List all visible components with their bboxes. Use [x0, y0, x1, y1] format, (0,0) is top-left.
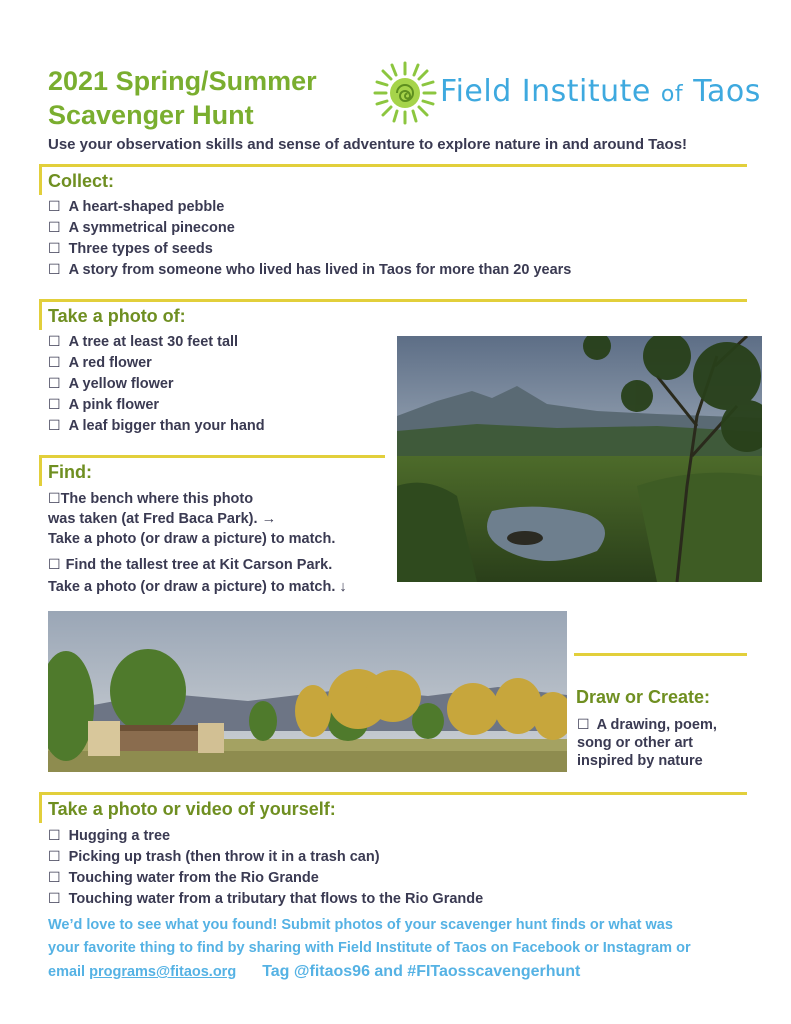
yourself-heading: Take a photo or video of yourself:	[48, 799, 336, 819]
checkbox-icon[interactable]: ☐	[48, 849, 61, 865]
logo-text-of: of	[660, 82, 684, 107]
checkbox-icon[interactable]: ☐	[48, 376, 61, 392]
checkbox-icon[interactable]: ☐	[577, 717, 590, 733]
logo-text-a: Field Institute	[440, 74, 651, 109]
draw-item[interactable]: ☐ A drawing, poem, song or other art inspired by nature	[577, 717, 717, 769]
collect-divider	[39, 164, 747, 167]
checkbox-icon[interactable]: ☐	[48, 262, 61, 278]
collect-heading: Collect:	[48, 171, 115, 191]
checkbox-icon[interactable]: ☐	[48, 491, 61, 507]
checkbox-icon[interactable]: ☐	[48, 557, 61, 573]
title-line-2: Scavenger Hunt	[48, 100, 254, 130]
email-link[interactable]: programs@fitaos.org	[89, 964, 237, 980]
park-landscape-photo	[48, 611, 567, 772]
checkbox-icon[interactable]: ☐	[48, 334, 61, 350]
checkbox-icon[interactable]: ☐	[48, 828, 61, 844]
yourself-item[interactable]: ☐ Picking up trash (then throw it in a trash can)	[48, 849, 380, 865]
collect-item[interactable]: ☐ A heart-shaped pebble	[48, 199, 225, 215]
find-heading: Find:	[48, 462, 92, 482]
sun-logo-icon	[372, 60, 438, 126]
yourself-list	[48, 826, 483, 910]
checkbox-icon[interactable]: ☐	[48, 220, 61, 236]
checkbox-icon[interactable]: ☐	[48, 355, 61, 371]
footer-email-prefix: email	[48, 964, 90, 980]
photo-of-divider	[39, 299, 747, 302]
checkbox-icon[interactable]: ☐	[48, 418, 61, 434]
photo-of-heading: Take a photo of:	[48, 306, 186, 326]
yourself-item[interactable]: ☐ Hugging a tree	[48, 828, 171, 844]
footer-message	[48, 914, 758, 984]
find-item-tallest-tree[interactable]: ☐ Find the tallest tree at Kit Carson Park. Take a photo (or draw a picture) to match. ↓	[48, 557, 347, 595]
checkbox-icon[interactable]: ☐	[48, 397, 61, 413]
find-item-bench[interactable]: ☐The bench where this photo was taken (at Fred Baca Park). → Take a photo (or draw a picture) to match.	[48, 491, 336, 547]
collect-item[interactable]: ☐ Three types of seeds	[48, 241, 213, 257]
organization-logo-text	[440, 74, 761, 109]
photo-of-item[interactable]: ☐ A tree at least 30 feet tall	[48, 334, 239, 350]
photo-of-list	[48, 332, 265, 437]
draw-divider	[574, 653, 747, 656]
photo-of-item[interactable]: ☐ A red flower	[48, 355, 152, 371]
hashtag-text: Tag @fitaos96 and #FITaosscavengerhunt	[262, 963, 581, 980]
footer-line-2: your favorite thing to find by sharing with Field Institute of Taos on Facebook or Instagram or	[48, 940, 691, 956]
collect-list	[48, 197, 571, 281]
collect-item[interactable]: ☐ A story from someone who lived has lived in Taos for more than 20 years	[48, 262, 572, 278]
footer-line-1: We’d love to see what you found! Submit photos of your scavenger hunt finds or what was	[48, 917, 673, 933]
draw-heading: Draw or Create:	[576, 687, 711, 707]
creek-landscape-photo	[397, 336, 762, 582]
checkbox-icon[interactable]: ☐	[48, 199, 61, 215]
checkbox-icon[interactable]: ☐	[48, 241, 61, 257]
yourself-item[interactable]: ☐ Touching water from the Rio Grande	[48, 870, 319, 886]
yourself-item[interactable]: ☐ Touching water from a tributary that flows to the Rio Grande	[48, 891, 484, 907]
find-divider	[39, 455, 385, 458]
collect-item[interactable]: ☐ A symmetrical pinecone	[48, 220, 235, 236]
photo-of-item[interactable]: ☐ A yellow flower	[48, 376, 174, 392]
title-line-1: 2021 Spring/Summer	[48, 66, 317, 96]
photo-of-item[interactable]: ☐ A leaf bigger than your hand	[48, 418, 265, 434]
yourself-divider	[39, 792, 747, 795]
checkbox-icon[interactable]: ☐	[48, 891, 61, 907]
logo-text-b: Taos	[693, 74, 761, 109]
page-title	[48, 64, 368, 132]
subtitle: Use your observation skills and sense of adventure to explore nature in and around Taos!	[48, 136, 688, 153]
checkbox-icon[interactable]: ☐	[48, 870, 61, 886]
photo-of-item[interactable]: ☐ A pink flower	[48, 397, 160, 413]
